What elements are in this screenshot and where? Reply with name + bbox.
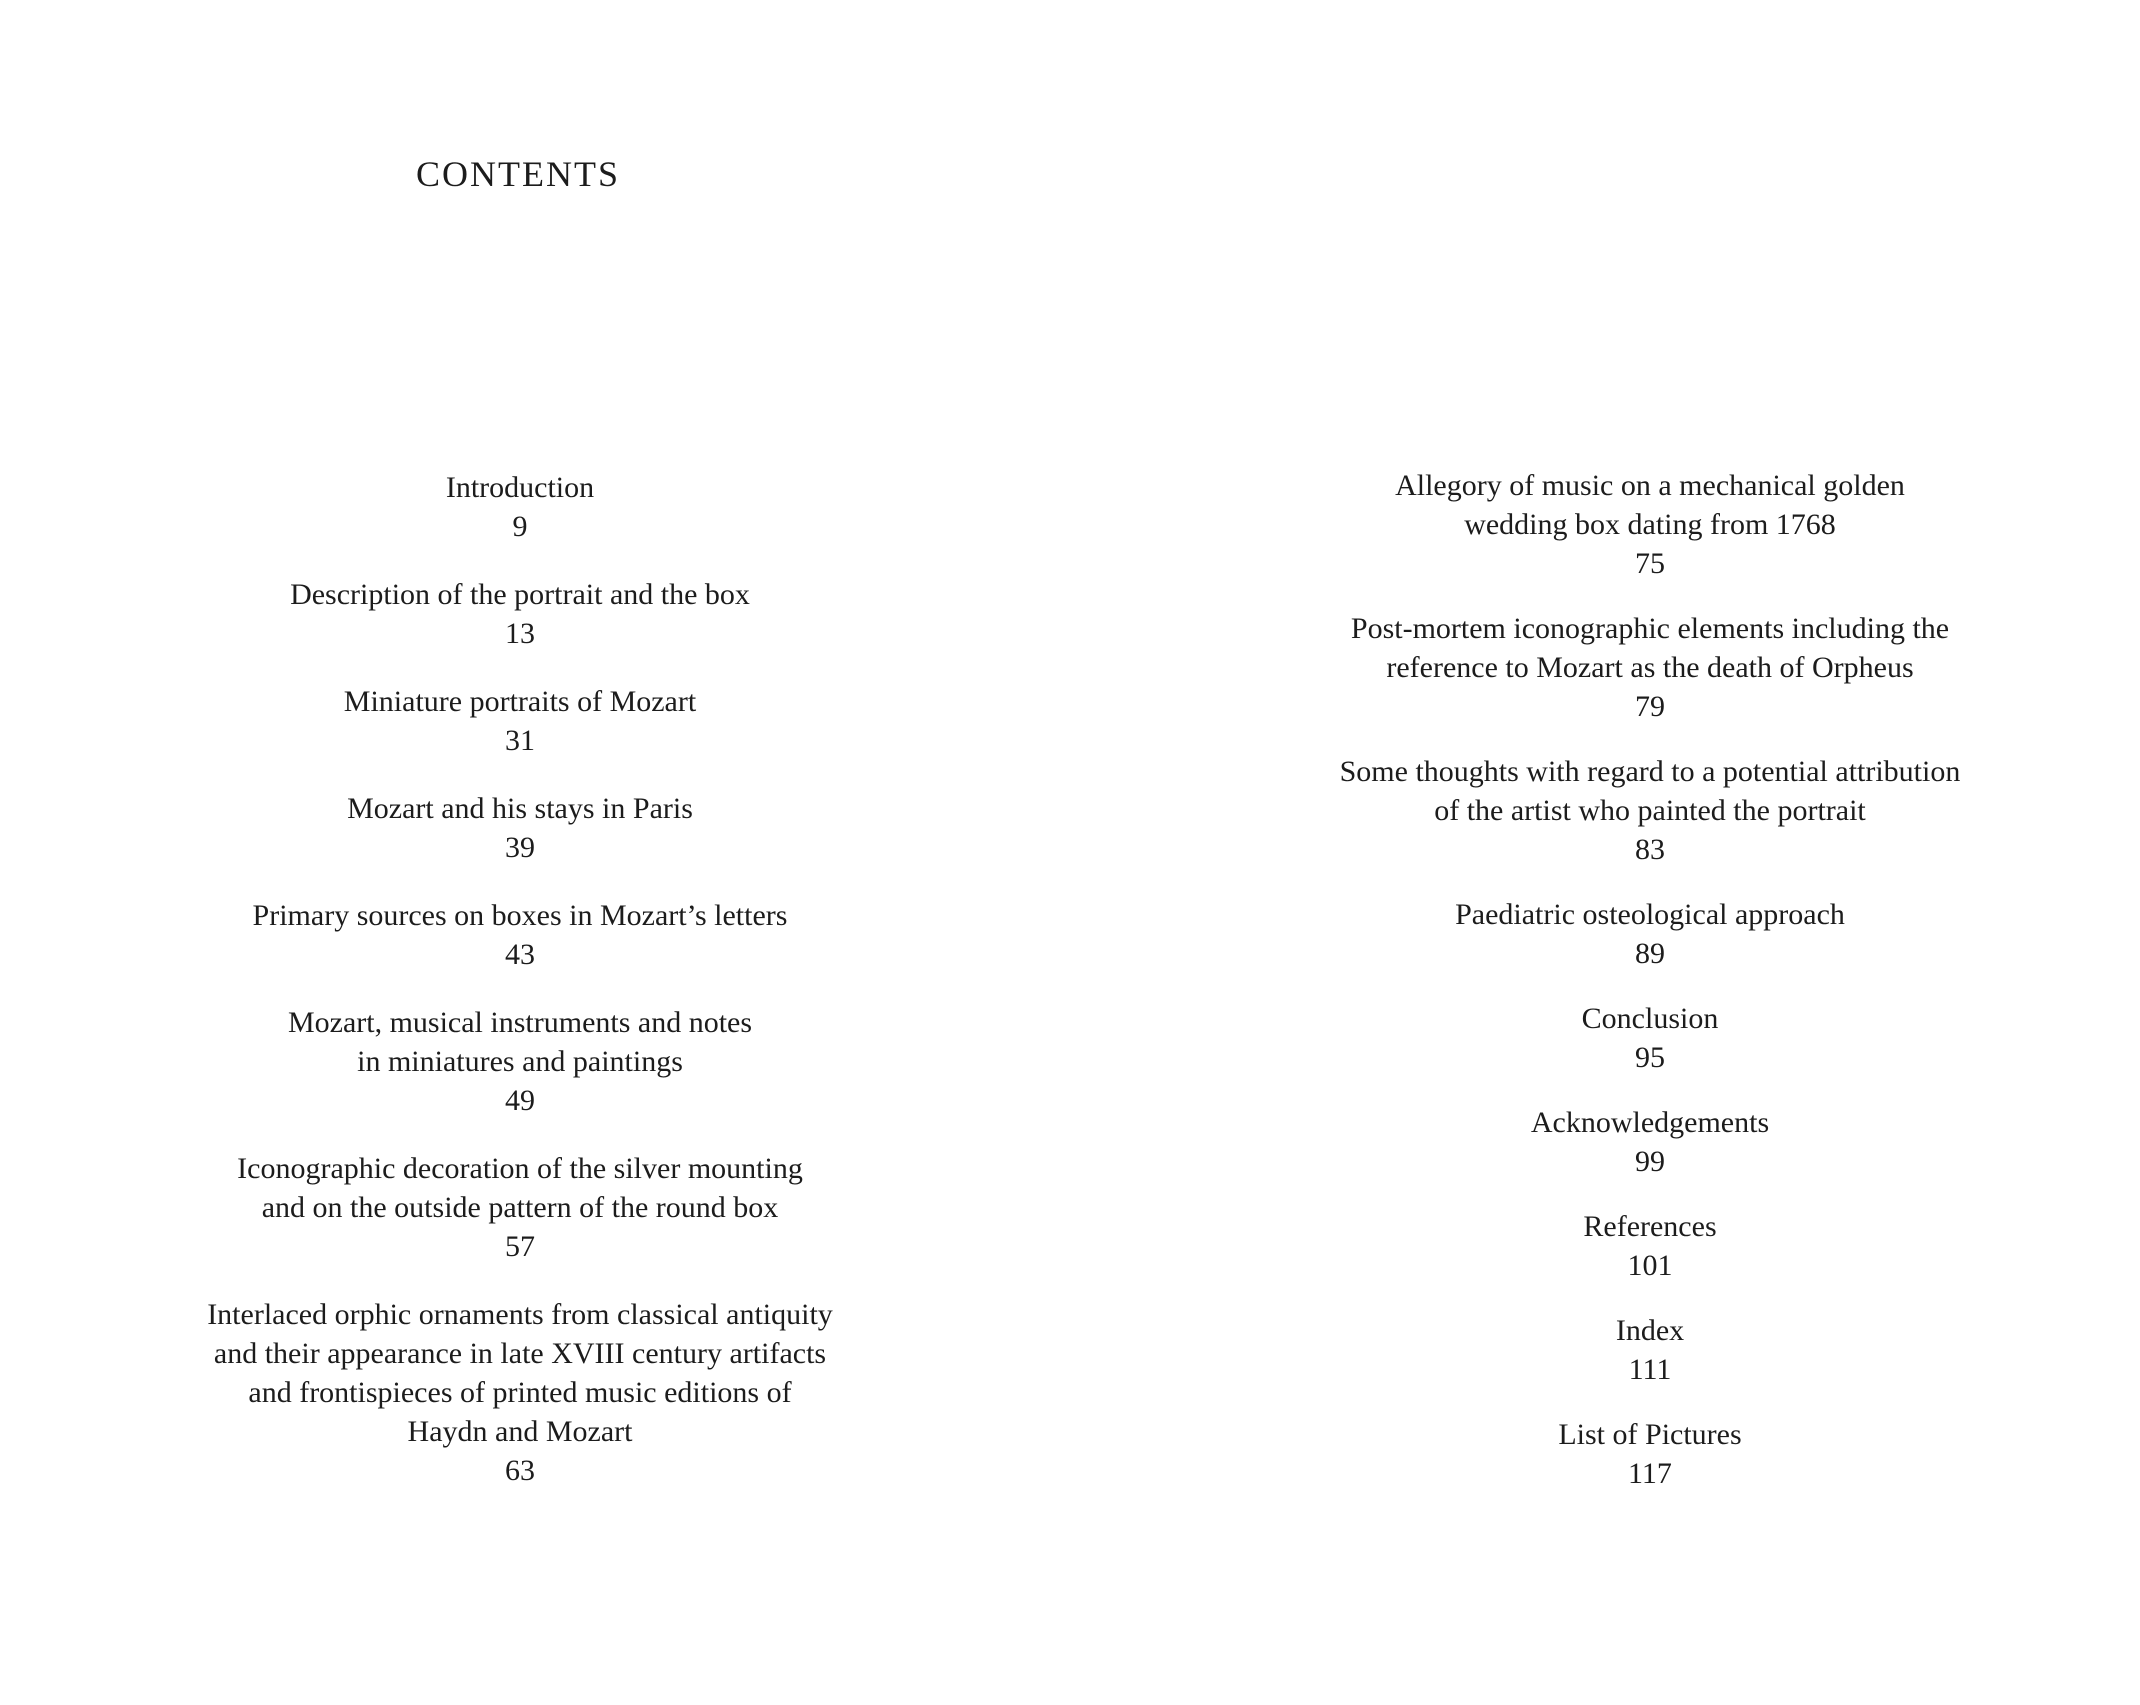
toc-entry-title: Mozart and his stays in Paris [347,792,693,825]
toc-entry-page-number: 79 [1635,690,1665,723]
toc-entry[interactable] [1290,999,2010,1077]
toc-entry-page-number: 117 [1628,1457,1672,1490]
toc-entry[interactable] [160,896,880,974]
toc-entry[interactable] [160,789,880,867]
toc-entry[interactable] [1290,1415,2010,1493]
toc-entry[interactable] [1290,466,2010,583]
toc-entry[interactable] [1290,609,2010,726]
toc-entry-page-number: 99 [1635,1145,1665,1178]
toc-entry-title: List of Pictures [1558,1418,1742,1451]
toc-entry-page-number: 9 [512,510,528,543]
toc-entry-page-number: 13 [505,617,535,650]
toc-entry-title: Conclusion [1581,1002,1719,1035]
toc-entry[interactable] [160,682,880,760]
toc-entry[interactable] [1290,1103,2010,1181]
toc-entry-title: Iconographic decoration of the silver mounting and on the outside pattern of the round box [237,1152,803,1224]
toc-entry-title: Allegory of music on a mechanical golden wedding box dating from 1768 [1395,469,1905,541]
toc-entry-page-number: 49 [505,1084,535,1117]
toc-entry-page-number: 111 [1628,1353,1672,1386]
toc-entry-title: Index [1615,1314,1685,1347]
toc-entry-title: Miniature portraits of Mozart [343,685,697,718]
toc-entry-title: Some thoughts with regard to a potential attribution of the artist who painted the portrait [1339,755,1961,827]
toc-entry[interactable] [160,1003,880,1120]
toc-entry-title: Interlaced orphic ornaments from classical antiquity and their appearance in late XVIII century artifacts and frontispieces of printed music editions of Haydn and Mozart [207,1298,833,1448]
toc-entry-title: References [1583,1210,1717,1243]
toc-entry-page-number: 31 [505,724,535,757]
toc-entry-page-number: 83 [1635,833,1665,866]
toc-entry-page-number: 89 [1635,937,1665,970]
toc-entry-title: Description of the portrait and the box [290,578,750,611]
toc-entry[interactable] [1290,1207,2010,1285]
toc-entry[interactable] [160,575,880,653]
toc-entry-title: Introduction [445,471,595,504]
toc-entry-title: Post-mortem iconographic elements including the reference to Mozart as the death of Orpheus [1350,612,1950,684]
toc-left-column [160,468,880,1519]
toc-right-column [1290,466,2010,1519]
toc-entry[interactable] [1290,895,2010,973]
toc-entry-title: Mozart, musical instruments and notes in miniatures and paintings [287,1006,753,1078]
toc-entry-page-number: 57 [505,1230,535,1263]
toc-entry[interactable] [160,468,880,546]
toc-entry-page-number: 95 [1635,1041,1665,1074]
toc-entry-page-number: 101 [1627,1249,1673,1282]
toc-entry-title: Primary sources on boxes in Mozart’s letters [252,899,788,932]
toc-entry-page-number: 63 [505,1454,535,1487]
toc-entry[interactable] [160,1149,880,1266]
toc-entry[interactable] [1290,1311,2010,1389]
toc-entry-title: Paediatric osteological approach [1455,898,1845,931]
toc-entry-page-number: 43 [505,938,535,971]
toc-entry-title: Acknowledgements [1530,1106,1770,1139]
toc-entry[interactable] [160,1295,880,1490]
toc-entry[interactable] [1290,752,2010,869]
toc-entry-page-number: 39 [505,831,535,864]
page-title: CONTENTS [416,154,620,194]
toc-entry-page-number: 75 [1635,547,1665,580]
